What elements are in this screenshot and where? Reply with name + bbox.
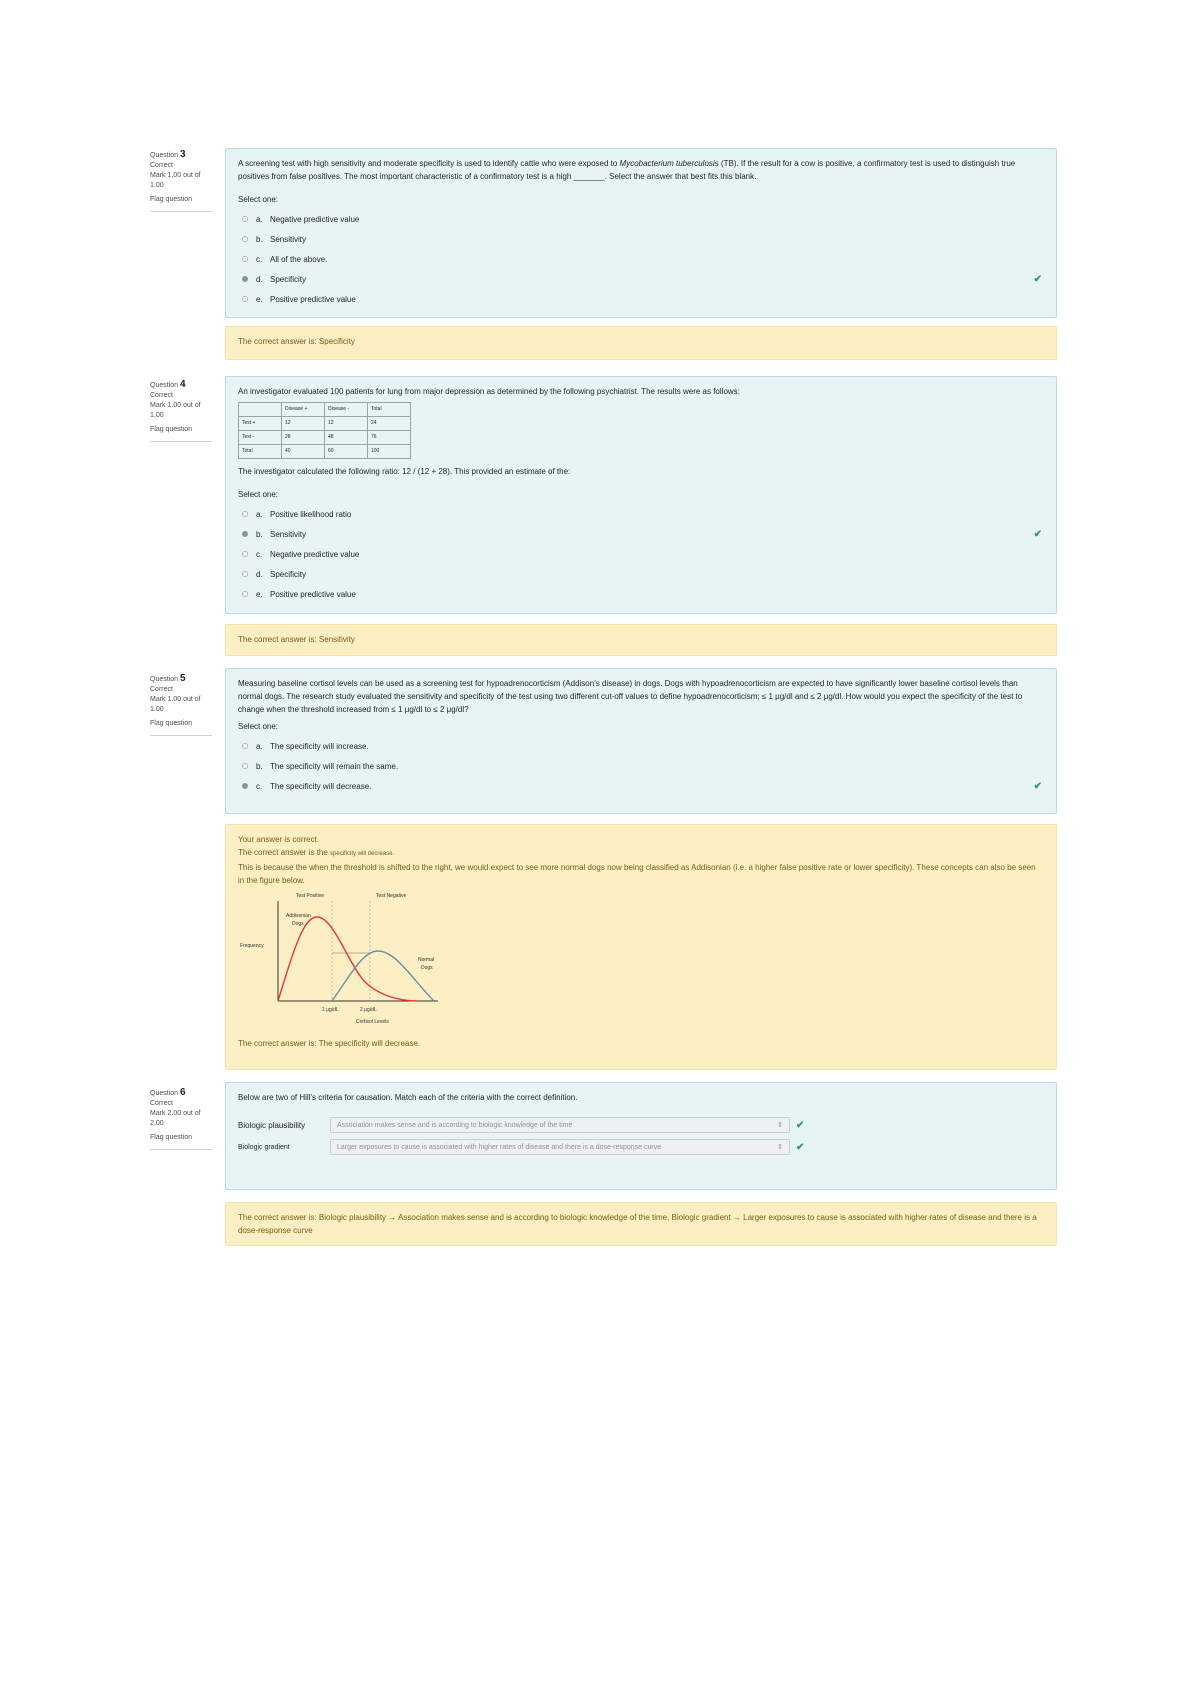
match-select[interactable]: Association makes sense and is according to biologic knowledge of the time ⇕ [330,1117,790,1133]
select-prompt: Select one: [238,195,279,204]
match-row-plausibility [238,1114,1044,1136]
flag-question-link[interactable]: Flag question [150,1134,193,1141]
question-text: Measuring baseline cortisol levels can be used as a screening test for hypoadrenocorticism (Addison's disease) in dogs. Dogs with hypoadrenocorticism are expected to have significantly lower baseline cortisol levels than normal dogs. The research study evaluated the sensitivity and specificity of the test using two different cut-off values to define hypoadrenocorticism; ≤ 1 μg/dl and ≤ 2 μg/dl. How would you expect the specificity of the test to change when the threshold increased from ≤ 1 μg/dl to ≤ 2 μg/dl? [238,679,1023,714]
contingency-table [238,402,411,459]
question-state: Correct [150,392,173,399]
question-info [150,674,212,736]
chevron-down-icon: ⇕ [777,1122,783,1129]
chevron-down-icon: ⇕ [777,1144,783,1151]
correct-answer-text: The correct answer is: Specificity [238,337,355,346]
radio-button-selected[interactable] [242,276,248,282]
correct-check-icon: ✔ [1033,780,1042,792]
addisonian-dogs-label: Dogs [292,921,304,927]
test-positive-label: Test Positive [296,893,325,899]
question-number: Question 6 [150,1087,186,1098]
option-c[interactable]: c. Negative predictive value [238,544,1044,564]
question-state: Correct [150,162,173,169]
normal-label: Normal [418,957,435,963]
radio-button[interactable] [242,236,248,242]
correct-check-icon: ✔ [796,1119,805,1131]
tick-2-label: 2 μg/dL [360,1007,377,1013]
radio-button[interactable] [242,216,248,222]
option-e[interactable]: e. Positive predictive value [238,289,1044,309]
question-info [150,380,212,442]
question-mark: Mark 2.00 out of 2.00 [150,1110,201,1127]
flag-question-link[interactable]: Flag question [150,196,193,203]
select-prompt: Select one: [238,722,279,731]
tick-1-label: 1 μg/dL [322,1007,339,1013]
correct-answer-text: The correct answer is: The specificity will decrease. [238,1039,421,1048]
question-text-ratio: The investigator calculated the following ratio: 12 / (12 + 28). This provided an estimate of the: [238,467,571,476]
option-b[interactable]: b. Sensitivity [238,229,1044,249]
option-a[interactable]: a. The specificity will increase. [238,736,1044,756]
normal-dogs-label: Dogs [421,965,433,971]
option-d[interactable]: d. Specificity [238,564,1044,584]
feedback-panel [225,824,1057,1070]
question-mark: Mark 1.00 out of 1.00 [150,696,201,713]
radio-button[interactable] [242,551,248,557]
radio-button[interactable] [242,256,248,262]
question-content [225,1082,1057,1190]
question-text: An investigator evaluated 100 patients for lung from major depression as determined by the following psychiatrist. The results were as follows: [238,387,740,396]
radio-button[interactable] [242,591,248,597]
feedback-panel [225,326,1057,360]
radio-button-selected[interactable] [242,531,248,537]
addisonian-label: Addisonian [286,913,311,919]
option-a[interactable]: a. Negative predictive value [238,209,1044,229]
match-label: Biologic plausibility [238,1120,306,1130]
match-select[interactable]: Larger exposures to cause is associated with higher rates of disease and there is a dose-response curve ⇕ [330,1139,790,1155]
option-c[interactable]: c. The specificity will decrease. ✔ [238,776,1044,796]
question-state: Correct [150,1100,173,1107]
select-prompt: Select one: [238,490,279,499]
question-number: Question 4 [150,379,186,390]
option-c[interactable]: c. All of the above. [238,249,1044,269]
match-row-gradient [238,1136,1044,1158]
match-label: Biologic gradient [238,1143,290,1151]
question-info [150,150,212,212]
option-d[interactable]: d. Specificity ✔ [238,269,1044,289]
question-mark: Mark 1.00 out of 1.00 [150,402,201,419]
distribution-figure [238,889,458,1031]
question-content [225,148,1057,318]
radio-button[interactable] [242,511,248,517]
question-content [225,376,1057,614]
correct-check-icon: ✔ [1033,528,1042,540]
option-e[interactable]: e. Positive predictive value [238,584,1044,604]
question-text: Below are two of Hill's criteria for causation. Match each of the criteria with the correct definition. [238,1093,578,1102]
question-info [150,1088,212,1150]
frequency-label: Frequency [240,943,264,949]
table-row: Test - 28 48 76 [239,431,411,445]
option-a[interactable]: a. Positive likelihood ratio [238,504,1044,524]
correct-answer-text: The correct answer is: Biologic plausibility → Association makes sense and is according to biologic knowledge of the time, Biologic gradient → Larger exposures to cause is associated with higher rates of disease and there is a dose-response curve [238,1213,1037,1235]
radio-button[interactable] [242,743,248,749]
radio-button[interactable] [242,763,248,769]
test-negative-label: Test Negative [376,893,407,899]
question-mark: Mark 1.00 out of 1.00 [150,172,201,189]
explanation-text: This is because the when the threshold is shifted to the right, we would expect to see more normal dogs now being classified as Addisonian (i.e. a higher false positive rate or lower specificity). These concepts can also be seen in the figure below. [238,863,1036,885]
question-number: Question 5 [150,673,186,684]
correct-answer-explain: The correct answer is the specificity will decrease. [238,848,395,857]
question-content [225,668,1057,814]
correct-check-icon: ✔ [796,1141,805,1153]
table-row: Total 40 60 100 [239,445,411,459]
radio-button[interactable] [242,296,248,302]
table-row: Disease + Disease - Total [239,403,411,417]
radio-button-selected[interactable] [242,783,248,789]
question-text: A screening test with high sensitivity and moderate specificity is used to identify cattle who were exposed to Mycobacterium tuberculosis (TB). If the result for a cow is positive, a confirmatory test is used to distinguish true positives from false positives. The most important characteristic of a confirmatory test is a high _______. Select the answer that best fits this blank. [238,159,1016,181]
table-row: Test + 12 12 24 [239,417,411,431]
option-b[interactable]: b. Sensitivity ✔ [238,524,1044,544]
answer-correct-text: Your answer is correct. [238,835,320,844]
flag-question-link[interactable]: Flag question [150,720,193,727]
option-b[interactable]: b. The specificity will remain the same. [238,756,1044,776]
correct-answer-text: The correct answer is: Sensitivity [238,635,355,644]
feedback-panel [225,1202,1057,1246]
correct-check-icon: ✔ [1033,273,1042,285]
addisonian-curve [278,917,418,1001]
feedback-panel [225,624,1057,656]
question-number: Question 3 [150,149,186,160]
x-axis-label: Cortisol Levels [356,1019,389,1025]
question-state: Correct [150,686,173,693]
flag-question-link[interactable]: Flag question [150,426,193,433]
radio-button[interactable] [242,571,248,577]
